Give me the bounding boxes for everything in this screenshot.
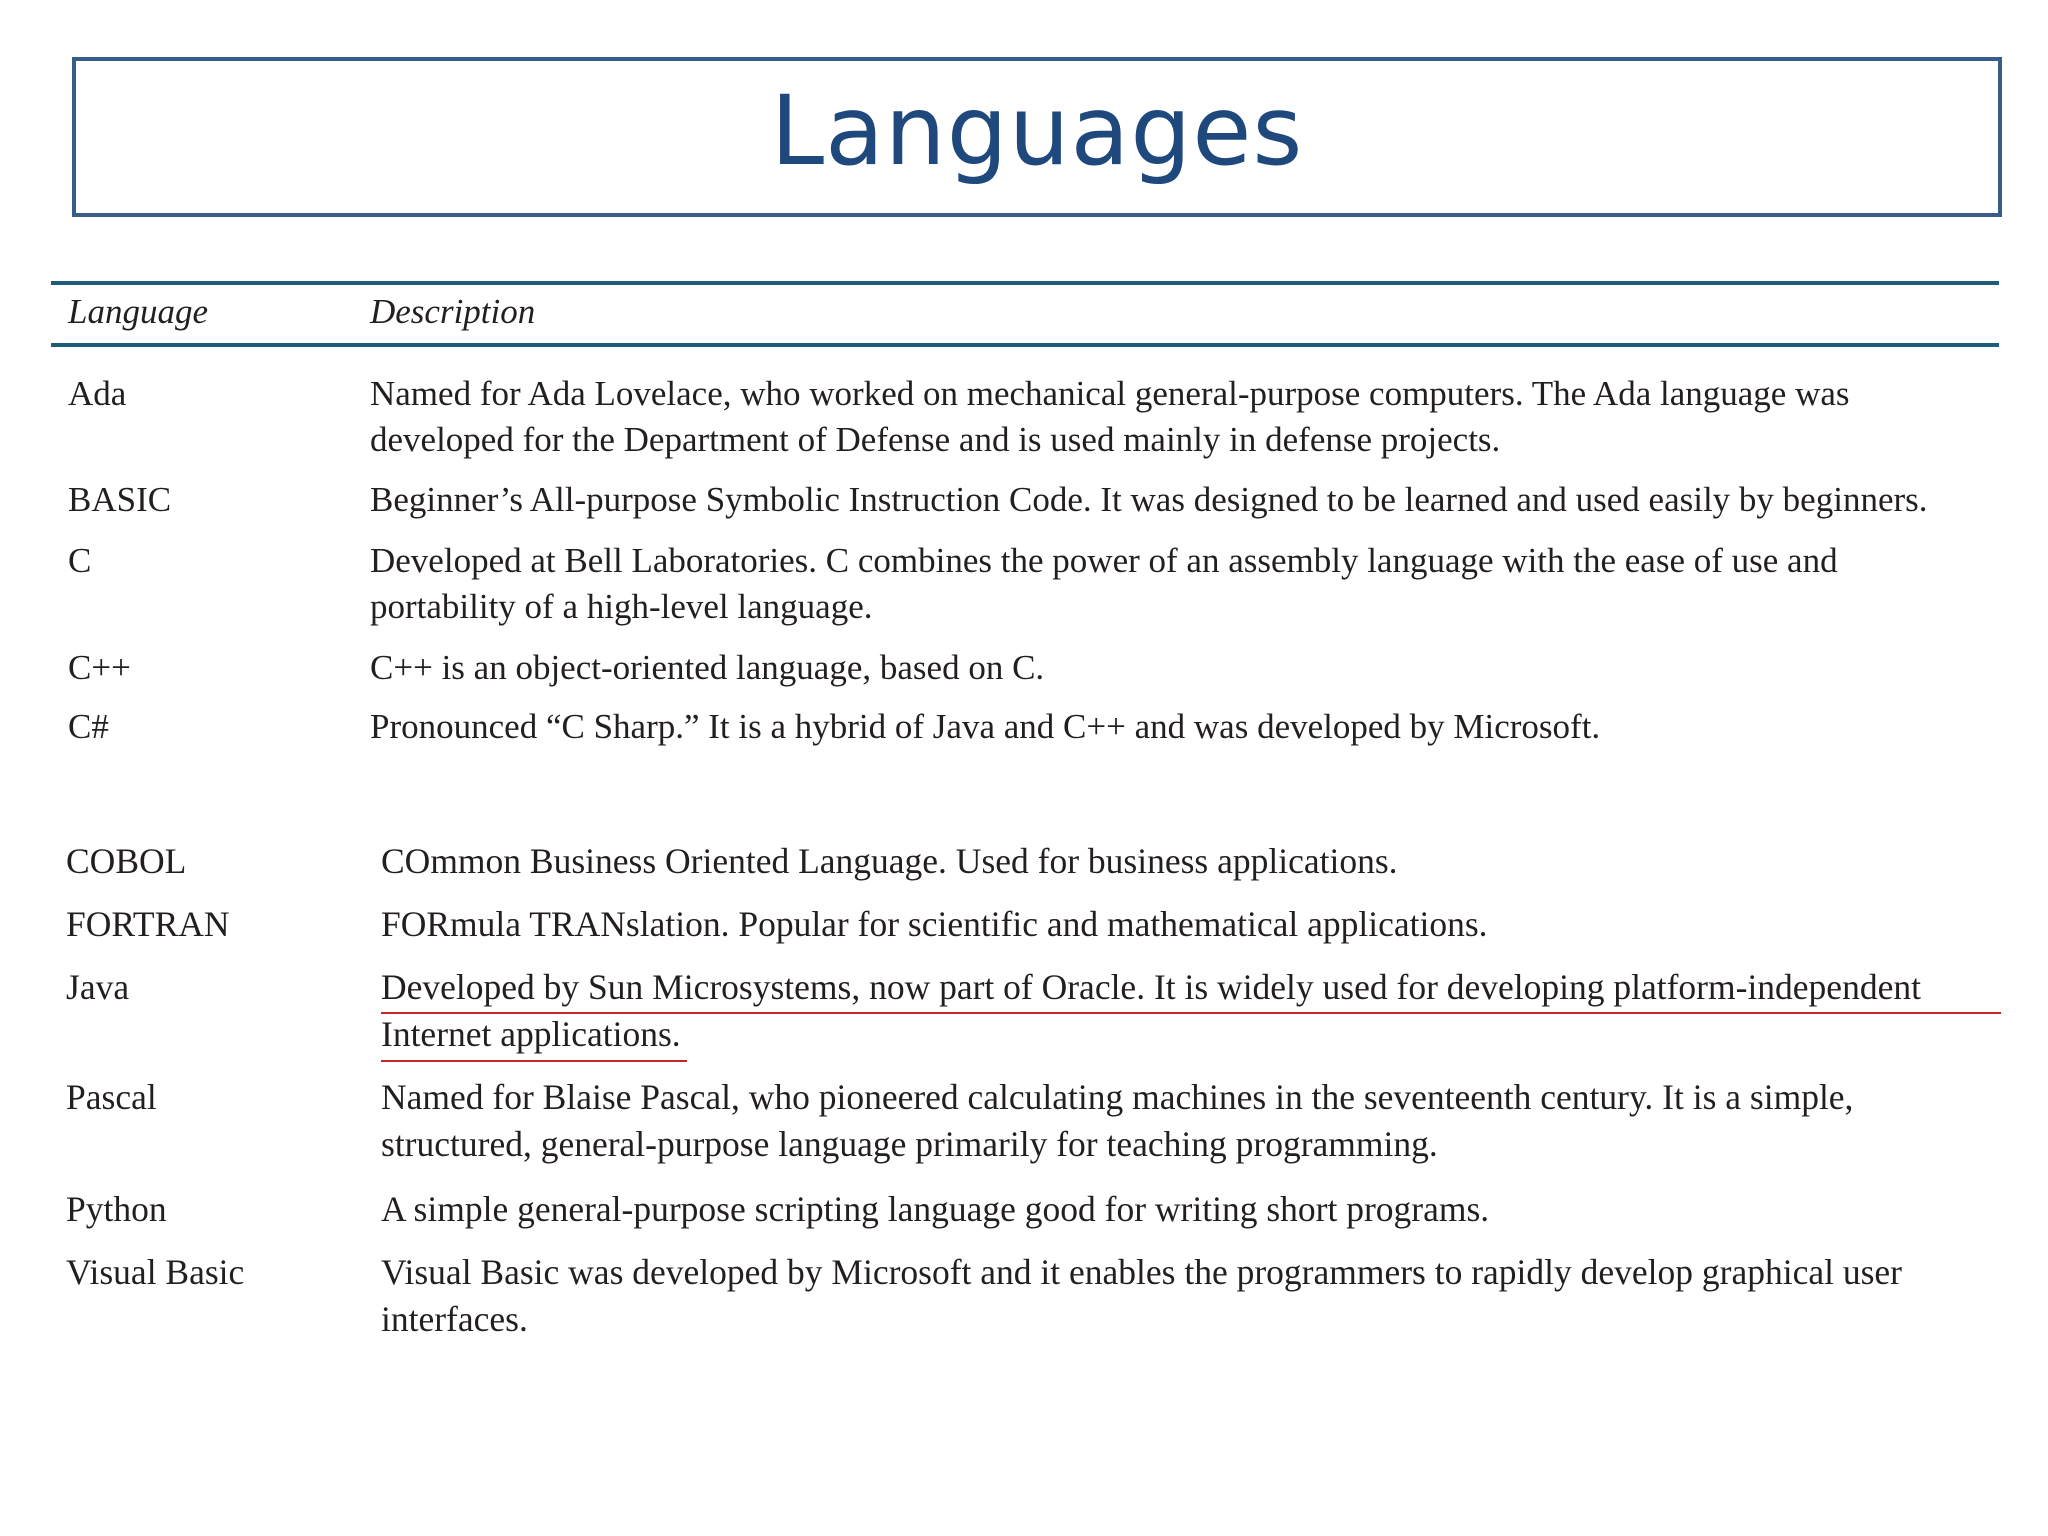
table-top-rule — [51, 281, 1999, 285]
row-c-description-line-2: portability of a high-level language. — [370, 587, 873, 626]
row-cpp-language: C++ — [68, 648, 131, 687]
row-visual-basic-description-line-2: interfaces. — [381, 1299, 528, 1339]
row-fortran-description-line-1: FORmula TRANslation. Popular for scientific and mathematical applications. — [381, 904, 1488, 944]
table-header-rule — [51, 343, 1999, 347]
row-pascal-language: Pascal — [66, 1077, 157, 1117]
row-basic-description-line-1: Beginner’s All-purpose Symbolic Instruction Code. It was designed to be learned and used easily by beginners. — [370, 480, 1928, 519]
row-cobol-description-line-1: COmmon Business Oriented Language. Used for business applications. — [381, 841, 1398, 881]
row-ada-description-line-2: developed for the Department of Defense and is used mainly in defense projects. — [370, 420, 1501, 459]
row-c-description-line-1: Developed at Bell Laboratories. C combines the power of an assembly language with the ease of use and — [370, 541, 1838, 580]
row-csharp-description-line-1: Pronounced “C Sharp.” It is a hybrid of Java and C++ and was developed by Microsoft. — [370, 707, 1601, 746]
row-basic-language: BASIC — [68, 480, 172, 519]
row-csharp-language: C# — [68, 707, 109, 746]
column-header-description: Description — [370, 292, 536, 331]
row-python-description-line-1: A simple general-purpose scripting language good for writing short programs. — [381, 1189, 1490, 1229]
row-java-description-line-2: Internet applications. — [381, 1014, 681, 1054]
slide-title: Languages — [770, 75, 1304, 187]
row-python-language: Python — [66, 1189, 167, 1229]
column-header-language: Language — [68, 292, 208, 331]
row-fortran-language: FORTRAN — [66, 904, 230, 944]
row-pascal-description-line-1: Named for Blaise Pascal, who pioneered calculating machines in the seventeenth century. It is a simple, — [381, 1077, 1854, 1117]
row-cpp-description-line-1: C++ is an object-oriented language, based on C. — [370, 648, 1045, 687]
row-ada-language: Ada — [68, 374, 127, 413]
row-visual-basic-language: Visual Basic — [66, 1252, 245, 1292]
row-java-language: Java — [66, 967, 130, 1007]
row-cobol-language: COBOL — [66, 841, 187, 881]
row-ada-description-line-1: Named for Ada Lovelace, who worked on mechanical general-purpose computers. The Ada language was — [370, 374, 1850, 413]
row-java-description-line-1: Developed by Sun Microsystems, now part of Oracle. It is widely used for developing platform-independent — [381, 967, 1921, 1007]
row-visual-basic-description-line-1: Visual Basic was developed by Microsoft and it enables the programmers to rapidly develop graphical user — [381, 1252, 1902, 1292]
row-c-language: C — [68, 541, 92, 580]
spelling-underline — [381, 1060, 687, 1062]
row-pascal-description-line-2: structured, general-purpose language primarily for teaching programming. — [381, 1124, 1438, 1164]
slide-title-box — [72, 57, 2002, 217]
